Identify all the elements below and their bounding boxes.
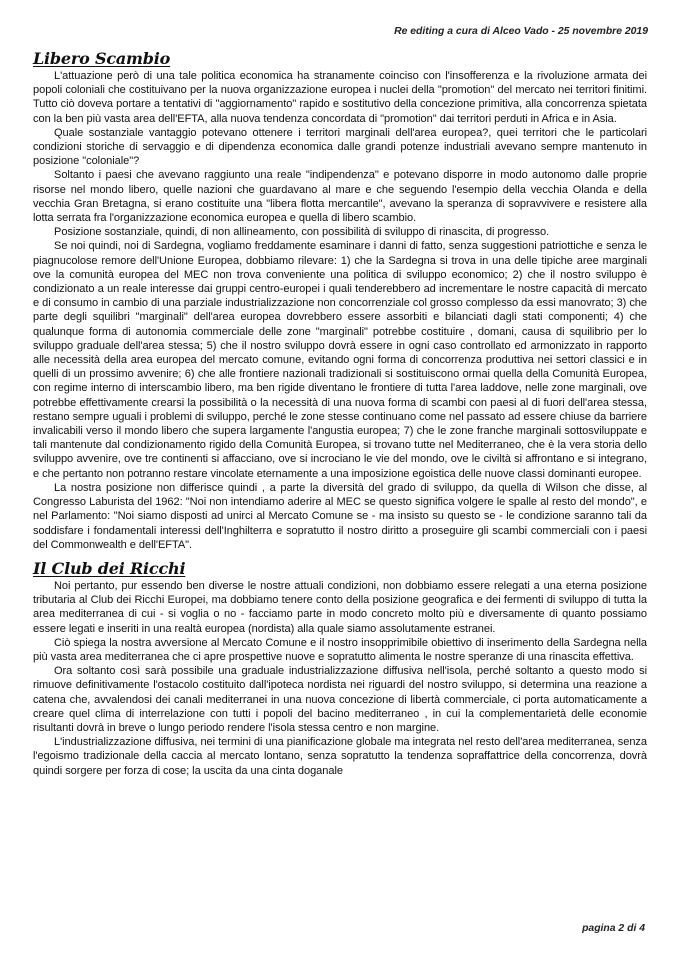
- page-number: pagina 2 di 4: [582, 923, 645, 934]
- section-title-libero-scambio: Libero Scambio: [33, 49, 171, 68]
- section-title-club-dei-ricchi: Il Club dei Ricchi: [33, 558, 186, 578]
- paragraph: L'industrializzazione diffusiva, nei termini di una pianificazione globale ma integrata nel resto dell'area mediterranea, senza l'egoismo tradizionale della caccia al mercato lontano, senza sopratutto la tendenza sopraffattrice della concorrenza, dovrà quindi sorgere per forza di cose; la uscita da una cinta doganale: [33, 736, 647, 777]
- paragraph: Ora soltanto così sarà possibile una graduale industrializzazione diffusiva nell'isola, perché soltanto a questo modo si rimuove definitivamente l'ostacolo costituito dall'ipoteca nordista nei riguardi del nostro sviluppo, si determina una reazione a catena che, avvalendosi dei canali mediterranei in una nuova concezione di libertà commerciale, ci porta automaticamente a creare quel clima di interrelazione con tutti i popoli del bacino mediterraneo , in cui la complementarietà delle economie risultanti dovrà in breve o lungo periodo rendere l'isola stessa centro e non margine.: [33, 665, 647, 734]
- paragraph: La nostra posizione non differisce quindi , a parte la diversità del grado di sviluppo, da quella di Wilson che disse, al Congresso Laburista del 1962: "Noi non intendiamo aderire al MEC se questo significa volgere le spalle al resto del mondo", e nel Parlamento: "Noi siamo disposti ad unirci al Mercato Comune se - ma insisto su questo se - le condizione saranno tali da soddisfare i fondamentali interessi dell'Inghilterra e sopratutto il nostro diritto a proseguire gli scambi commerciali con i paesi del Commonwealth e dell'EFTA".: [33, 481, 647, 551]
- paragraph: Noi pertanto, pur essendo ben diverse le nostre attuali condizioni, non dobbiamo essere relegati a una eterna posizione tributaria al Club dei Ricchi Europei, ma dobbiamo tenere conto della posizione geografica e dei fermenti di sviluppo di tutta la area mediterranea di cui - si voglia o no - facciamo parte in modo concreto molto più e diversamente di quanto possiamo essere legati e inseriti in una realtà europea (nordista) alla quale siamo assolutamente estranei.: [33, 579, 647, 635]
- paragraph: L'attuazione però di una tale politica economica ha stranamente coinciso con l'insofferenza e la rivoluzione armata dei popoli coloniali che costituivano per la nuova organizzazione europea i nuclei della "promotion" del mercato nei territori finitimi. Tutto ciò doveva portare a tentativi di "aggiornamento" rapido e sostitutivo della concezione primitiva, alla concorrenza spietata con la ben più vasta area dell'EFTA, alla nuova tendenza concordata di "promotion" dai territori perduti in Africa e in Asia.: [33, 70, 647, 125]
- paragraph: Ciò spiega la nostra avversione al Mercato Comune e il nostro insopprimibile obiettivo di inserimento della Sardegna nella più vasta area mediterranea che ci apre prospettive nuove e sopratutto alimenta le nostre speranze di una rinascita effettiva.: [33, 636, 647, 663]
- paragraph: Quale sostanziale vantaggio potevano ottenere i territori marginali dell'area europea?, quei territori che le particolari condizioni storiche di servaggio e di dipendenza economica dalle grandi potenze industriali avevano sempre mantenuto in posizione "coloniale"?: [33, 126, 647, 168]
- header-credit: Re editing a cura di Alceo Vado - 25 novembre 2019: [394, 26, 648, 37]
- paragraph: Se noi quindi, noi di Sardegna, vogliamo freddamente esaminare i danni di fatto, senza suggestioni patriottiche e senza le piagnucolose remore dell'Unione Europea, dobbiamo rilevare: 1) che la Sardegna si trova in una delle tipiche aree marginali ove la comunità europea del MEC non trova conveniente una politica di sviluppo economico; 2) che il nostro sviluppo è condizionato a un reale interesse dai gruppi centro-europei i quali tenderebbero ad incrementare le nostre capacità di mercato e di consumo in cambio di una parziale industrializzazione non concorrenziale col grosso complesso da essi manovrato; 3) che parte degli squilibri "marginali" dell'area europea dovrebbero essere assorbiti e bilanciati dagli stati componenti; 4) che qualunque forma di autonomia commerciale delle zone "marginali" potrebbe costituire , domani, causa di squilibrio per lo sviluppo graduale dell'area stessa; 5) che il nostro sviluppo dovrà essere in ogni caso controllato ed armonizzato in rapporto alle necessità della area europea del mercato comune, evitando ogni forma di concorrenza produttiva nei settori classici e in quelli di un prossimo avvenire; 6) che alle frontiere nazionali tradizionali si sostituiscono ormai quella della Comunità Europea, con regime interno di interscambio libero, ma ben rigide diventano le frontiere di tutta l'area laddove, nelle zone marginali, ove potrebbe effettivamente crearsi la possibilità o la necessità di una nuova forma di scambi con paesi al di fuori dell'area stessa, restano sempre uguali i problemi di sviluppo, perché le zone stesse continuano come nel passato ad essere chiuse da barriere invalicabili verso il mondo libero che supera largamente l'angustia europea; 7) che le zone franche marginali sottosviluppate e tali mantenute dal condizionamento rigido della Comunità Europea, si trovano tutte nel Mediterraneo, che è la vera storia dello sviluppo avvenire, ove tre continenti si affacciano, ove si incrociano le vie del mondo, ove le civiltà si affrontano e si integrano, e che pertanto non potranno restare vincolate eternamente a una imposizione egoistica delle nuove classi dominanti europee.: [33, 240, 647, 480]
- paragraph: Posizione sostanziale, quindi, di non allineamento, con possibilità di sviluppo di rinascita, di progresso.: [54, 226, 550, 239]
- paragraph: Soltanto i paesi che avevano raggiunto una reale "indipendenza" e potevano disporre in modo autonomo dalle proprie risorse nel mondo libero, quelle nazioni che guardavano al mare e che seguendo l'esempio della vecchia Olanda e della vecchia Gran Bretagna, si erano costituite una "libera flotta mercantile", avevano la speranza di sopravvivere e resistere alla lotta serrata fra l'organizzazione economica europea e quella di libero scambio.: [33, 169, 647, 225]
- document-body: [33, 49, 647, 778]
